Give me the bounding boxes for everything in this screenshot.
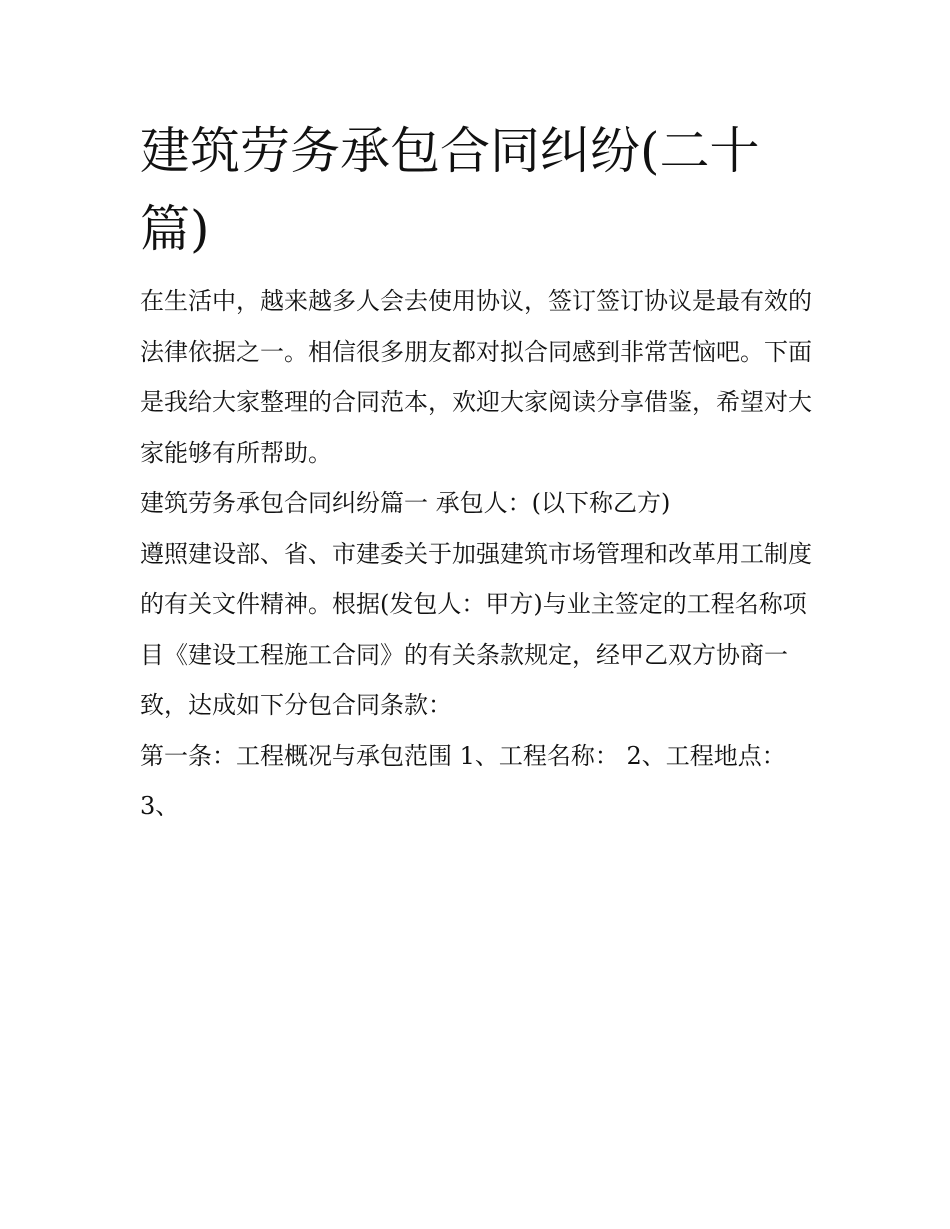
article-one-paragraph: 第一条：工程概况与承包范围 1、工程名称： 2、工程地点： 3、 <box>140 741 786 820</box>
chapter-heading-paragraph: 建筑劳务承包合同纠纷篇一 承包人：(以下称乙方) <box>140 489 671 517</box>
preamble-paragraph: 遵照建设部、省、市建委关于加强建筑市场管理和改革用工制度的有关文件精神。根据(发包人：甲方)与业主签定的工程名称项目《建设工程施工合同》的有关条款规定，经甲乙双方协商一致，达成如下分包合同条款： <box>140 539 812 719</box>
intro-paragraph: 在生活中，越来越多人会去使用协议，签订签订协议是最有效的法律依据之一。相信很多朋友都对拟合同感到非常苦恼吧。下面是我给大家整理的合同范本，欢迎大家阅读分享借鉴，希望对大家能够有所帮助。 <box>140 287 812 467</box>
document-title: 建筑劳务承包合同纠纷(二十篇) <box>140 122 760 258</box>
document-body <box>140 276 820 832</box>
